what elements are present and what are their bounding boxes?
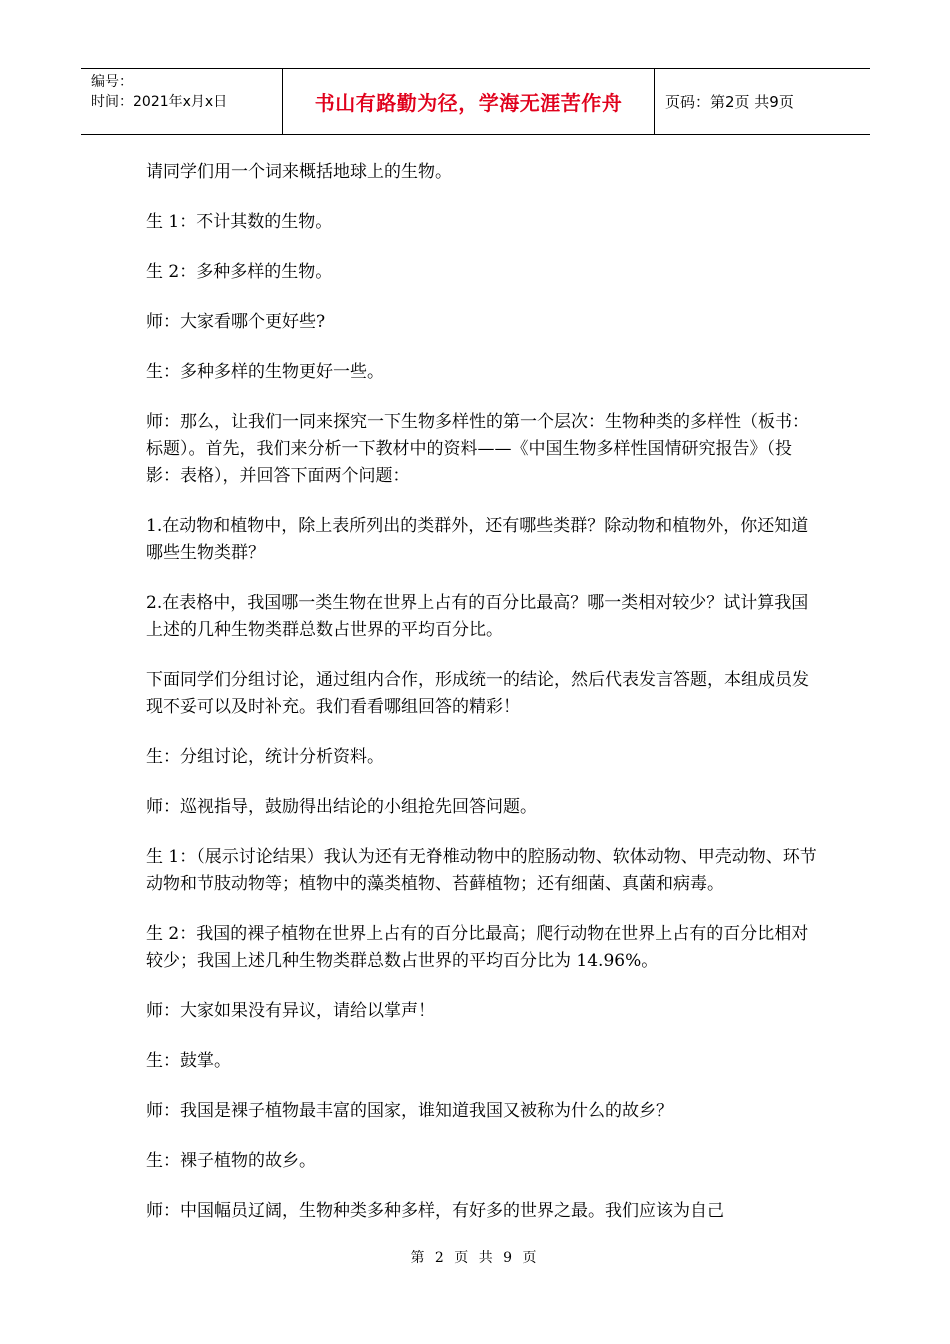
page-footer: 第 2 页 共 9 页 <box>410 1250 540 1266</box>
paragraph: 师：巡视指导，鼓励得出结论的小组抢先回答问题。 <box>146 797 537 817</box>
paragraph: 师：我国是裸子植物最丰富的国家，谁知道我国又被称为什么的故乡？ <box>146 1101 673 1121</box>
paragraph: 下面同学们分组讨论，通过组内合作，形成统一的结论，然后代表发言答题，本组成员发现不妥可以及时补充。我们看看哪组回答的精彩！ <box>146 670 809 717</box>
paragraph: 生 1：不计其数的生物。 <box>146 212 333 232</box>
paragraph: 生：裸子植物的故乡。 <box>146 1151 316 1171</box>
paragraph: 2.在表格中，我国哪一类生物在世界上占有的百分比最高？哪一类相对较少？试计算我国上述的几种生物类群总数占世界的平均百分比。 <box>146 593 809 640</box>
header-page-info: 页码：第2页 共9页 <box>665 93 794 111</box>
paragraph: 师：大家看哪个更好些? <box>146 312 326 332</box>
paragraph: 生 2：我国的裸子植物在世界上占有的百分比最高；爬行动物在世界上占有的百分比相对较少；我国上述几种生物类群总数占世界的平均百分比为 14.96%。 <box>146 924 809 971</box>
paragraph: 师：中国幅员辽阔，生物种类多种多样，有好多的世界之最。我们应该为自己 <box>146 1201 724 1221</box>
paragraph: 1.在动物和植物中，除上表所列出的类群外，还有哪些类群？除动物和植物外，你还知道哪些生物类群？ <box>146 516 809 563</box>
document-body <box>146 159 818 1248</box>
header-number-label: 编号： <box>91 74 133 90</box>
paragraph: 师：大家如果没有异议，请给以掌声！ <box>146 1001 435 1021</box>
header-date-label: 时间：2021年x月x日 <box>91 94 228 110</box>
paragraph: 生：鼓掌。 <box>146 1051 231 1071</box>
paragraph: 生 1：（展示讨论结果）我认为还有无脊椎动物中的腔肠动物、软体动物、甲壳动物、环节动物和节肢动物等；植物中的藻类植物、苔藓植物；还有细菌、真菌和病毒。 <box>146 847 817 894</box>
paragraph: 生：分组讨论，统计分析资料。 <box>146 747 384 767</box>
page-header <box>81 68 870 135</box>
paragraph: 师：那么，让我们一同来探究一下生物多样性的第一个层次：生物种类的多样性（板书：标题）。首先，我们来分析一下教材中的资料——《中国生物多样性国情研究报告》（投影：表格），并回答下面两个问题： <box>146 412 809 486</box>
paragraph: 请同学们用一个词来概括地球上的生物。 <box>146 162 452 182</box>
paragraph: 生：多种多样的生物更好一些。 <box>146 362 384 382</box>
header-meta <box>81 69 283 134</box>
header-motto: 书山有路勤为径，学海无涯苦作舟 <box>283 69 655 134</box>
paragraph: 生 2：多种多样的生物。 <box>146 262 333 282</box>
